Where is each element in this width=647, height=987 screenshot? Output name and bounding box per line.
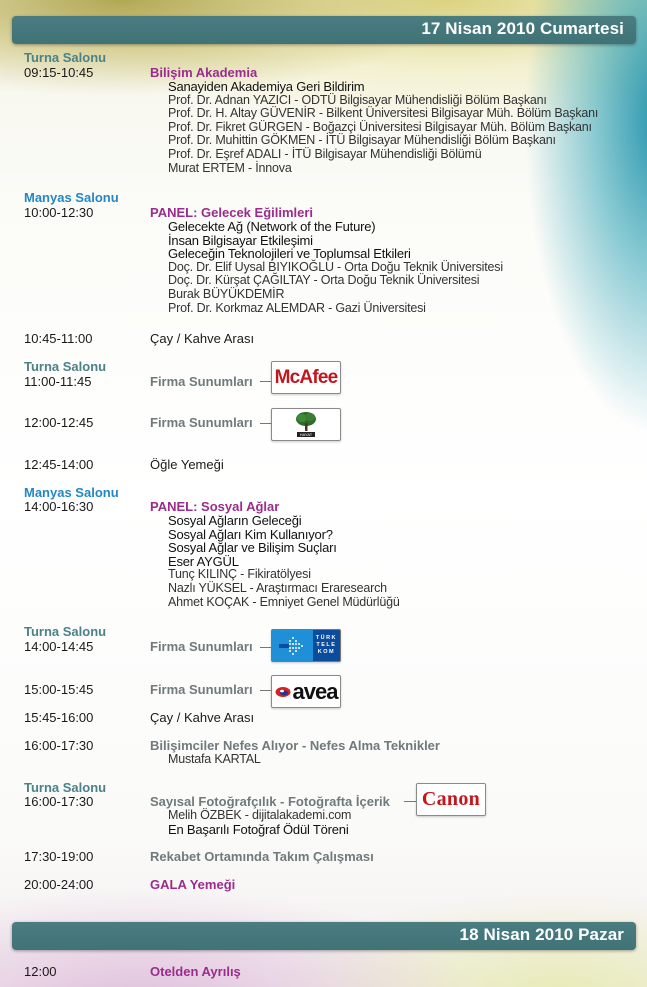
day-title: 18 Nisan 2010 Pazar <box>459 925 624 944</box>
topic: Sosyal Ağları Kim Kullanıyor? <box>168 526 333 542</box>
speaker: Melih ÖZBEK - dijitalakademi.com <box>168 808 352 822</box>
session-details <box>168 753 261 767</box>
session-time: 15:00-15:45 <box>24 682 94 697</box>
session-title: Firma Sunumları <box>150 682 253 697</box>
session-time: 17:30-19:00 <box>24 849 94 864</box>
mcafee-logo <box>271 361 341 394</box>
session-title: Firma Sunumları <box>150 374 253 389</box>
speaker: Prof. Dr. Muhittin GÖKMEN - İTÜ Bilgisayar Mühendisliği Bölüm Başkanı <box>168 133 556 148</box>
turktelekom-logo <box>271 629 341 662</box>
avea-logo <box>271 675 341 708</box>
topic: Sosyal Ağların Geleceği <box>168 513 302 528</box>
day-title: 17 Nisan 2010 Cumartesi <box>421 19 624 38</box>
session-time: 16:00-17:30 <box>24 738 94 753</box>
session-title: GALA Yemeği <box>150 877 236 892</box>
dotted-arrow-icon <box>277 635 307 657</box>
session-title: Bilişimciler Nefes Alıyor - Nefes Alma Teknikler <box>150 738 440 753</box>
tt-line: TÜRK <box>315 635 338 641</box>
session-time: 11:00-11:45 <box>24 374 92 389</box>
session-title: Bilişim Akademia <box>150 65 258 80</box>
room-label: Manyas Salonu <box>24 190 119 205</box>
session-title: Firma Sunumları <box>150 415 253 430</box>
session-title: Çay / Kahve Arası <box>150 710 255 725</box>
room-label: Turna Salonu <box>24 359 107 374</box>
speaker: Prof. Dr. Fikret GÜRGEN - Boğazçi Üniversitesi Bilgisayar Müh. Bölüm Başkanı <box>168 119 592 134</box>
speaker: Doç. Dr. Kürşat ÇAĞILTAY - Orta Doğu Teknik Üniversitesi <box>168 273 480 288</box>
turktelekom-wordmark <box>313 630 340 661</box>
speaker: Nazlı YÜKSEL - Araştırmacı Eraresearch <box>168 580 387 595</box>
session-title: Otelden Ayrılış <box>150 964 241 979</box>
session-details <box>168 80 598 175</box>
session-title: Firma Sunumları <box>150 639 253 654</box>
hayat-logo-text: HAYAT <box>297 432 315 437</box>
speaker: Burak BÜYÜKDEMİR <box>168 286 285 301</box>
topic: En Başarılı Fotoğraf Ödül Töreni <box>168 821 349 837</box>
session-time: 12:00-12:45 <box>24 415 94 430</box>
session-time: 12:00 <box>24 964 57 979</box>
session-time: 15:45-16:00 <box>24 710 94 725</box>
speaker: Prof. Dr. Adnan YAZICI - ODTÜ Bilgisayar Mühendisliği Bölüm Başkanı <box>168 92 547 107</box>
tt-line: TELE <box>316 642 337 648</box>
session-title: Sayısal Fotoğrafçılık - Fotoğrafta İçerik <box>150 794 390 809</box>
session-title: PANEL: Sosyal Ağlar <box>150 499 280 514</box>
session-title: Öğle Yemeği <box>150 457 224 472</box>
day-header-1 <box>12 16 636 44</box>
room-label: Turna Salonu <box>24 50 107 65</box>
day-header-2 <box>12 922 636 950</box>
session-time: 14:00-16:30 <box>24 499 94 514</box>
tree-icon <box>295 412 317 432</box>
session-time: 10:45-11:00 <box>24 331 93 346</box>
speaker: Mustafa KARTAL <box>168 752 261 766</box>
topic: Geleceğin Teknolojileri ve Toplumsal Etkileri <box>168 246 411 262</box>
speaker: Prof. Dr. H. Altay GÜVENİR - Bilkent Üniversitesi Bilgisayar Müh. Bölüm Başkanı <box>168 106 599 121</box>
session-details <box>168 514 400 609</box>
session-details <box>168 220 503 315</box>
topic: Gelecekte Ağ (Network of the Future) <box>168 219 376 234</box>
session-details <box>168 809 351 836</box>
turktelekom-mark <box>272 630 313 661</box>
topic: Eser AYGÜL <box>168 553 239 569</box>
session-time: 14:00-14:45 <box>24 639 94 654</box>
session-time: 09:15-10:45 <box>24 65 94 80</box>
canon-logo-text: Canon <box>421 788 481 810</box>
avea-logo-text: avea <box>292 678 338 704</box>
speaker: Ahmet KOÇAK - Emniyet Genel Müdürlüğü <box>168 594 400 609</box>
room-label: Manyas Salonu <box>24 485 119 500</box>
topic: İnsan Bilgisayar Etkileşimi <box>168 232 313 248</box>
canon-logo <box>416 783 486 816</box>
session-time: 20:00-24:00 <box>24 877 94 892</box>
speaker: Murat ERTEM - İnnova <box>168 160 292 175</box>
topic: Sosyal Ağlar ve Bilişim Suçları <box>168 540 337 556</box>
hayat-logo <box>271 408 341 441</box>
room-label: Turna Salonu <box>24 624 107 639</box>
room-label: Turna Salonu <box>24 780 107 795</box>
session-time: 16:00-17:30 <box>24 794 94 809</box>
speaker: Tunç KILINÇ - Fikiratölyesi <box>168 567 311 582</box>
mcafee-logo-text: McAfee <box>274 366 338 388</box>
session-title: PANEL: Gelecek Eğilimleri <box>150 205 314 220</box>
session-time: 12:45-14:00 <box>24 457 94 472</box>
topic: Sanayiden Akademiya Geri Bildirim <box>168 79 365 94</box>
session-title: Rekabet Ortamında Takım Çalışması <box>150 849 374 864</box>
avea-swirl-icon <box>275 686 291 698</box>
session-time: 10:00-12:30 <box>24 205 94 220</box>
speaker: Doç. Dr. Elif Uysal BIYIKOĞLU - Orta Doğu Teknik Üniversitesi <box>168 259 503 274</box>
tt-line: KOM <box>317 649 336 655</box>
speaker: Prof. Dr. Korkmaz ALEMDAR - Gazi Üniversitesi <box>168 300 426 315</box>
session-title: Çay / Kahve Arası <box>150 331 255 346</box>
speaker: Prof. Dr. Eşref ADALI - İTÜ Bilgisayar Mühendisliği Bölümü <box>168 146 482 161</box>
